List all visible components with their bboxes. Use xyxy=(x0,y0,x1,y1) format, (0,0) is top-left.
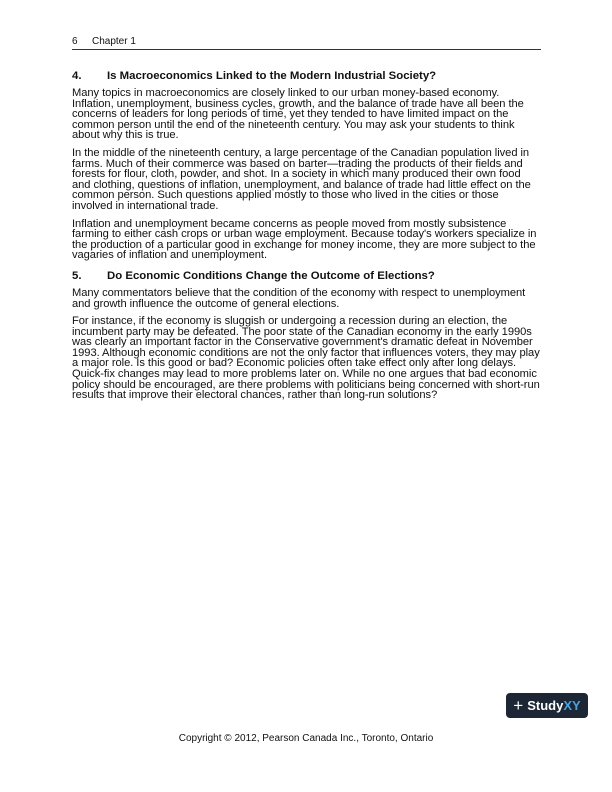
brand-accent: XY xyxy=(563,698,581,713)
chapter-label: Chapter 1 xyxy=(92,36,136,47)
plus-icon: + xyxy=(513,696,524,715)
section-number: 4. xyxy=(72,70,82,82)
section-heading-5 xyxy=(72,270,542,283)
copyright-footer: Copyright © 2012, Pearson Canada Inc., Toronto, Ontario xyxy=(178,733,434,744)
studyxy-badge[interactable] xyxy=(506,693,588,718)
section-title: Do Economic Conditions Change the Outcome of Elections? xyxy=(107,269,435,282)
page-header xyxy=(72,36,541,50)
paragraph: Many topics in macroeconomics are closely linked to our urban money-based economy. Inflation, unemployment, business cycles, growth, and the balance of trade have all been the concerns of leaders for long periods of time, yet they tended to have limited impact on the common person until the end of the nineteenth century. You may ask your students to think about why this is true. xyxy=(72,87,524,142)
section-heading-4 xyxy=(72,70,542,83)
paragraph: For instance, if the economy is sluggish or undergoing a recession during an election, the incumbent party may be defeated. The poor state of the Canadian economy in the early 1990s was clearly an important factor in the Conservative government's dramatic defeat in November 1993. Although economic conditions are not the only factor that influences voters, they may play a major role. Is this good or bad? Economic policies often take effect only after long delays. Quick-fix changes may lead to more problems later on. While no one argues that bad economic policy should be encouraged, are there problems with politicians being concerned with short-run results that improve their electoral chances, rather than long-run solutions? xyxy=(72,315,540,402)
page-content xyxy=(72,70,542,408)
section-title: Is Macroeconomics Linked to the Modern Industrial Society? xyxy=(107,70,437,82)
paragraph: Inflation and unemployment became concerns as people moved from mostly subsistence farming to either cash crops or urban wage employment. Because today's workers specialize in the production of a particular good in exchange for money income, they are more subject to the vagaries of inflation and unemployment. xyxy=(72,217,537,262)
paragraph: In the middle of the nineteenth century, a large percentage of the Canadian population lived in farms. Much of their commerce was based on barter—trading the products of their fields and forests for flour, cloth, powder, and shot. In a society in which many produced their own food and clothing, questions of inflation, unemployment, and balance of trade had little effect on the common person. Such questions applied mostly to those who lived in the cities or those involved in international trade. xyxy=(72,146,531,212)
section-number: 5. xyxy=(72,269,82,282)
brand-name: Study xyxy=(527,698,564,713)
paragraph: Many commentators believe that the condition of the economy with respect to unemployment and growth influence the outcome of general elections. xyxy=(72,286,526,310)
page-number: 6 xyxy=(72,36,78,47)
